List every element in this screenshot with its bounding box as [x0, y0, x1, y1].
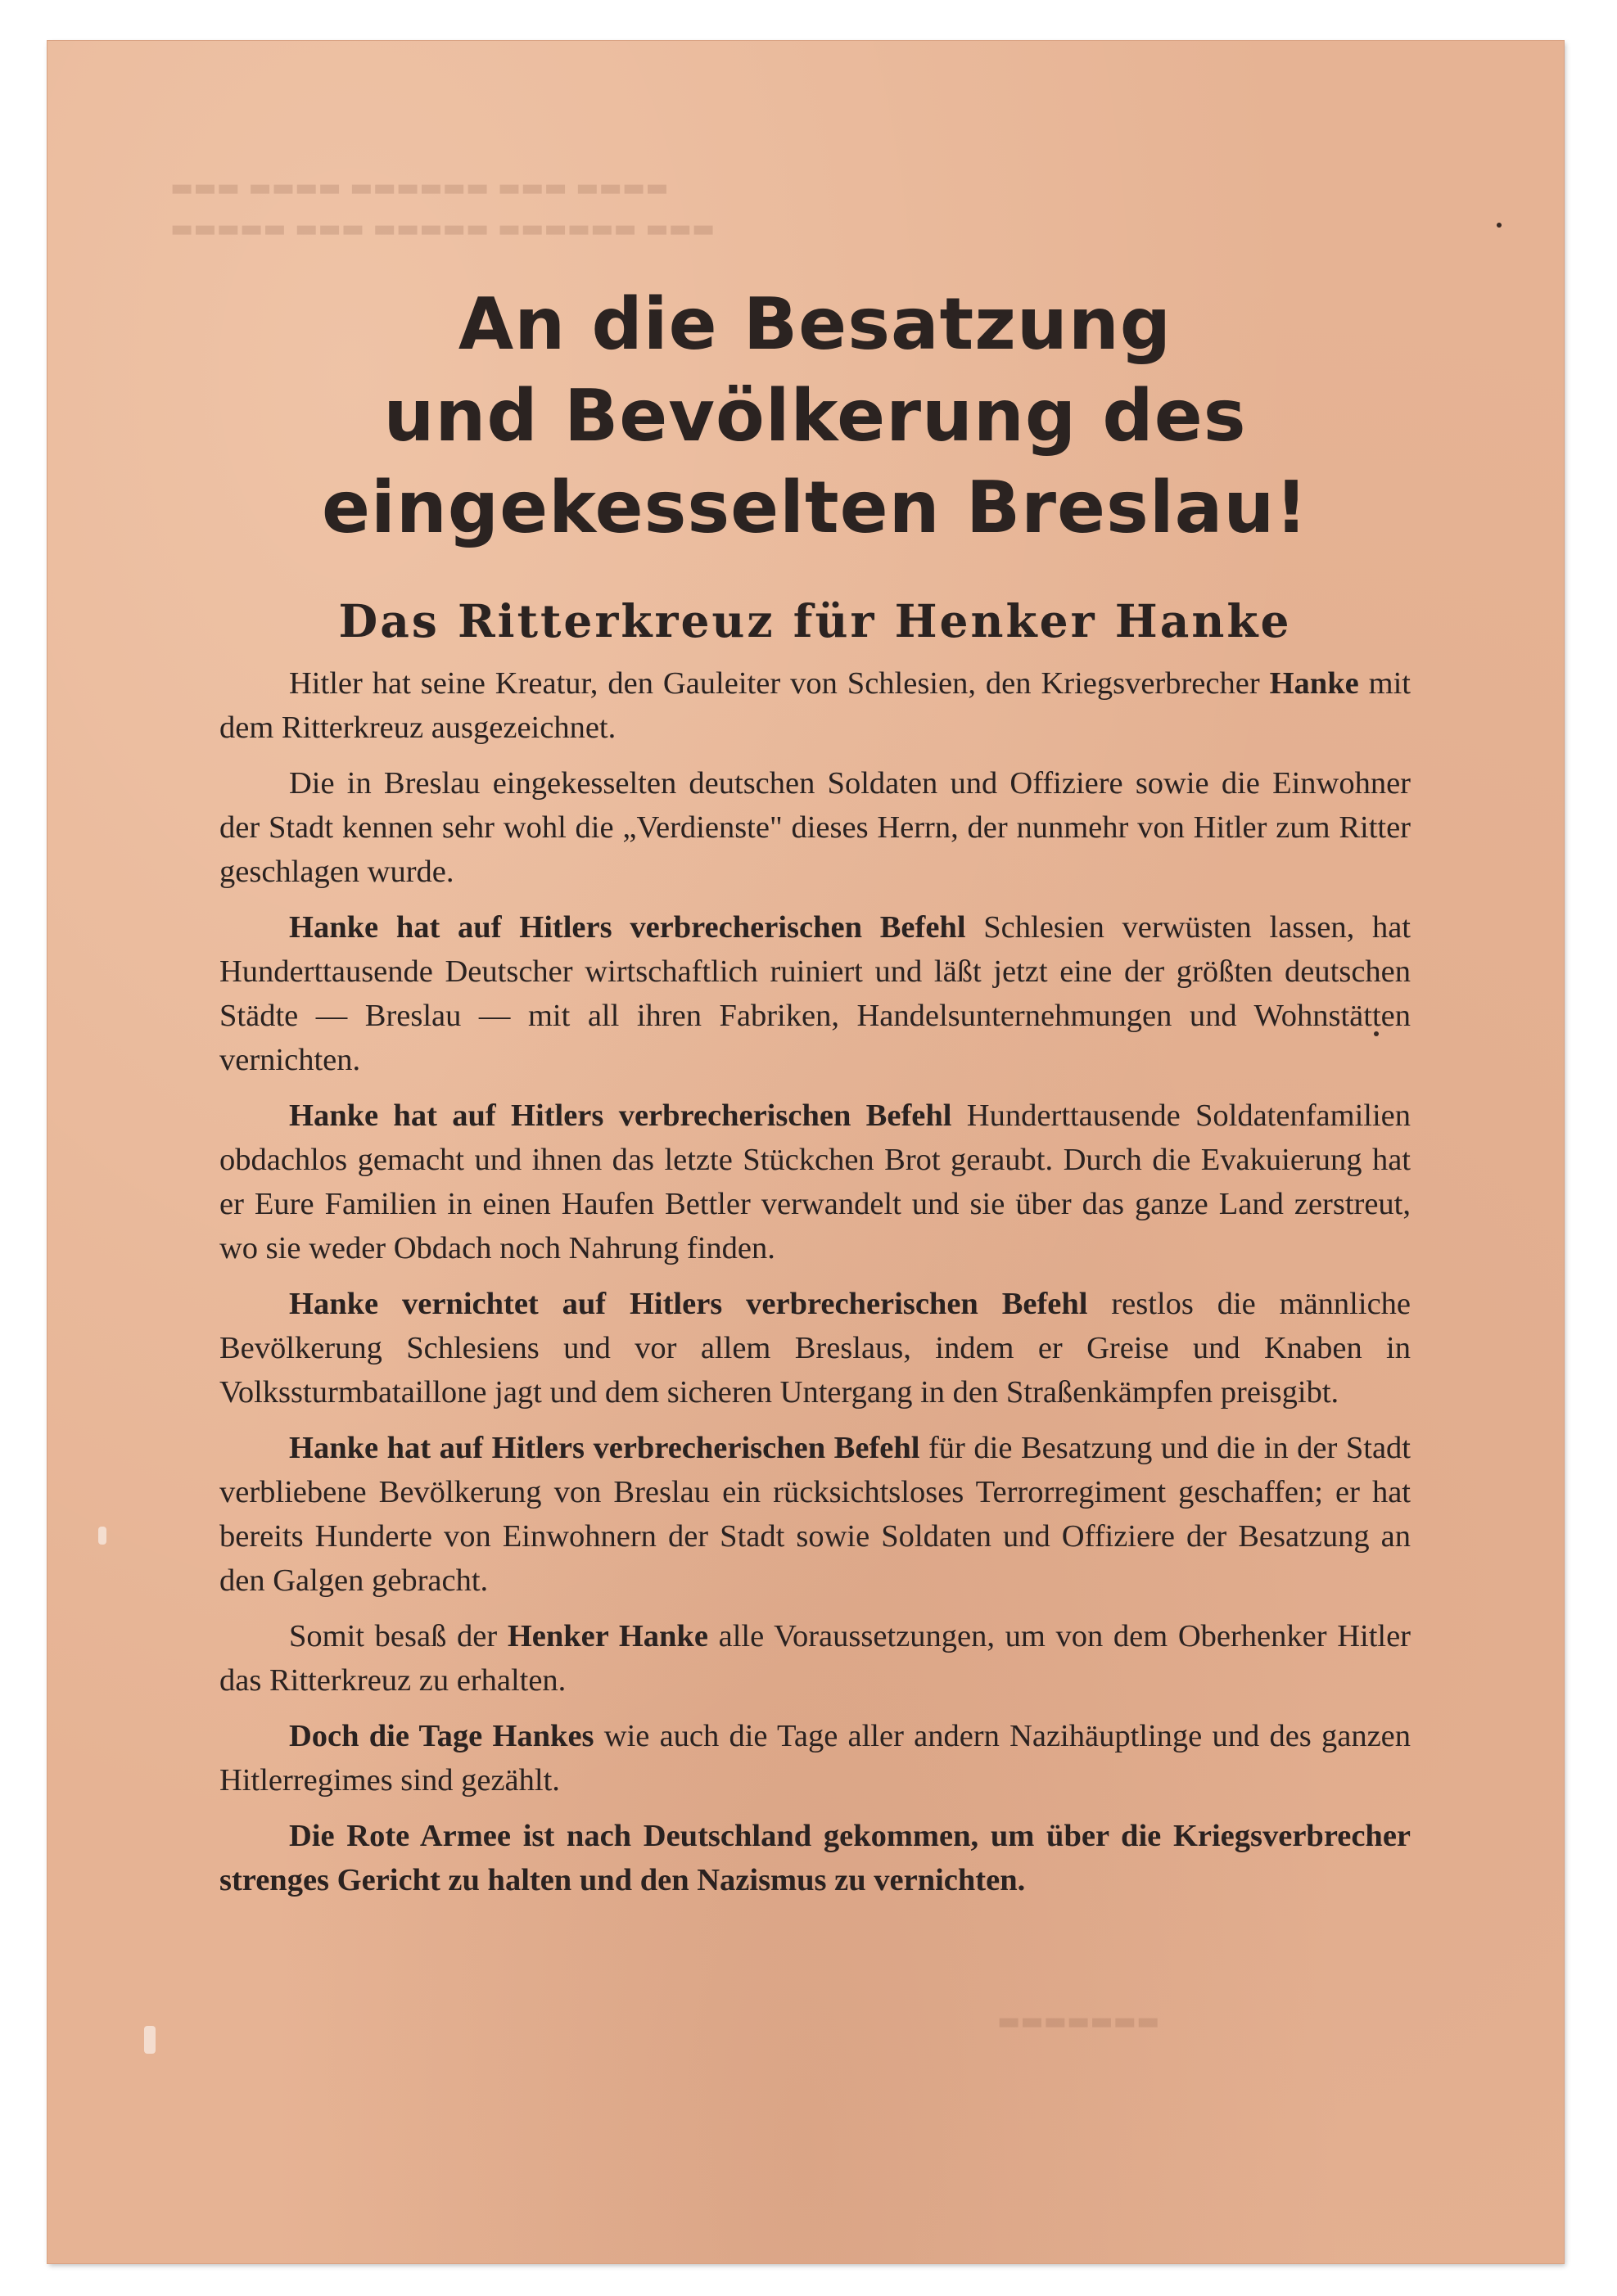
body-paragraph [219, 1614, 1411, 1703]
paper-crease [98, 1527, 106, 1545]
paragraph-text: alle Voraussetzungen, um von dem Oberhenker Hitler das Ritterkreuz zu erhalten. [219, 1619, 1411, 1698]
bleed-through-mark: ▬▬▬▬▬▬▬ [997, 2007, 1160, 2036]
paragraph-text: für die Besatzung und die in der Stadt verbliebene Bevölkerung von Breslau ein rücksichtsloses Terrorregiment geschaffen; er hat bereits Hunderte von Einwohnern der Stadt sowie Soldaten und Offiziere der Besatzung an den Galgen gebracht. [219, 1431, 1411, 1598]
body-paragraph [219, 905, 1411, 1082]
paper-crease [144, 2026, 156, 2054]
paragraph-lead: Hanke hat auf Hitlers verbrecherischen Befehl [289, 910, 966, 945]
paragraph-text: Hunderttausende Soldatenfamilien obdachlos gemacht und ihnen das letzte Stückchen Brot geraubt. Durch die Evakuierung hat er Eure Familien in einen Haufen Bettler verwandelt und sie über das ganze Land zerstreut, wo sie weder Obdach noch Nahrung finden. [219, 1098, 1411, 1265]
closing-statement: Die Rote Armee ist nach Deutschland gekommen, um über die Kriegsverbrecher strenges Gericht zu halten und den Nazismus zu vernichten. [219, 1819, 1411, 1897]
headline-line: und Bevölkerung des [383, 374, 1247, 458]
paragraph-text: mit dem Ritterkreuz ausgezeichnet. [219, 666, 1411, 745]
body-paragraph [219, 1282, 1411, 1414]
paragraph-text: Somit besaß der [289, 1619, 508, 1653]
paragraph-text: restlos die männliche Bevölkerung Schlesiens und vor allem Breslaus, indem er Greise und Knaben in Volkssturmbataillone jagt und dem sicheren Untergang in den Straßenkämpfen preisgibt. [219, 1287, 1411, 1410]
paragraph-text: Hitler hat seine Kreatur, den Gauleiter von Schlesien, den Kriegsverbrecher [289, 666, 1270, 701]
paragraph-lead: Hanke hat auf Hitlers verbrecherischen Befehl [289, 1098, 952, 1133]
paragraph-emphasis: Hanke [1269, 666, 1359, 701]
bleed-through-mark: ▬▬▬▬▬ ▬▬▬ ▬▬▬▬▬ ▬▬▬▬▬▬ ▬▬▬ [170, 214, 716, 243]
paragraph-lead: Doch die Tage Hankes [289, 1719, 594, 1753]
paragraph-lead: Hanke hat auf Hitlers verbrecherischen Befehl [289, 1431, 920, 1465]
paragraph-emphasis: Henker Hanke [507, 1619, 708, 1653]
headline [219, 278, 1411, 553]
body-paragraph [219, 1094, 1411, 1270]
leaflet-paper [47, 41, 1564, 2263]
headline-line: eingekesselten Breslau! [322, 466, 1308, 549]
paragraph-text: Schlesien verwüsten lassen, hat Hunderttausende Deutscher wirtschaftlich ruiniert und läßt jetzt eine der größten deutschen Städte — Breslau — mit all ihren Fabriken, Handelsunternehmungen und Wohnstätten vernichten. [219, 910, 1411, 1077]
paragraph-lead: Hanke vernichtet auf Hitlers verbrecherischen Befehl [289, 1287, 1088, 1321]
headline-line: An die Besatzung [458, 282, 1172, 366]
body-paragraph: Die in Breslau eingekesselten deutschen Soldaten und Offiziere sowie die Einwohner der Stadt kennen sehr wohl die „Verdienste" dieses Herrn, der nunmehr von Hitler zum Ritter geschlagen wurde. [219, 766, 1411, 889]
subheading: Das Ritterkreuz für Henker Hanke [338, 594, 1292, 647]
body-paragraph [219, 1426, 1411, 1603]
body-paragraph [219, 1714, 1411, 1802]
leaflet-content [219, 278, 1411, 1914]
closing-paragraph [219, 1814, 1411, 1902]
ink-speck [1497, 223, 1502, 228]
paragraph-text: wie auch die Tage aller andern Nazihäuptlinge und des ganzen Hitlerregimes sind gezählt. [219, 1719, 1411, 1798]
bleed-through-mark: ▬▬▬ ▬▬▬▬ ▬▬▬▬▬▬ ▬▬▬ ▬▬▬▬ [170, 174, 669, 202]
body-paragraph [219, 661, 1411, 750]
